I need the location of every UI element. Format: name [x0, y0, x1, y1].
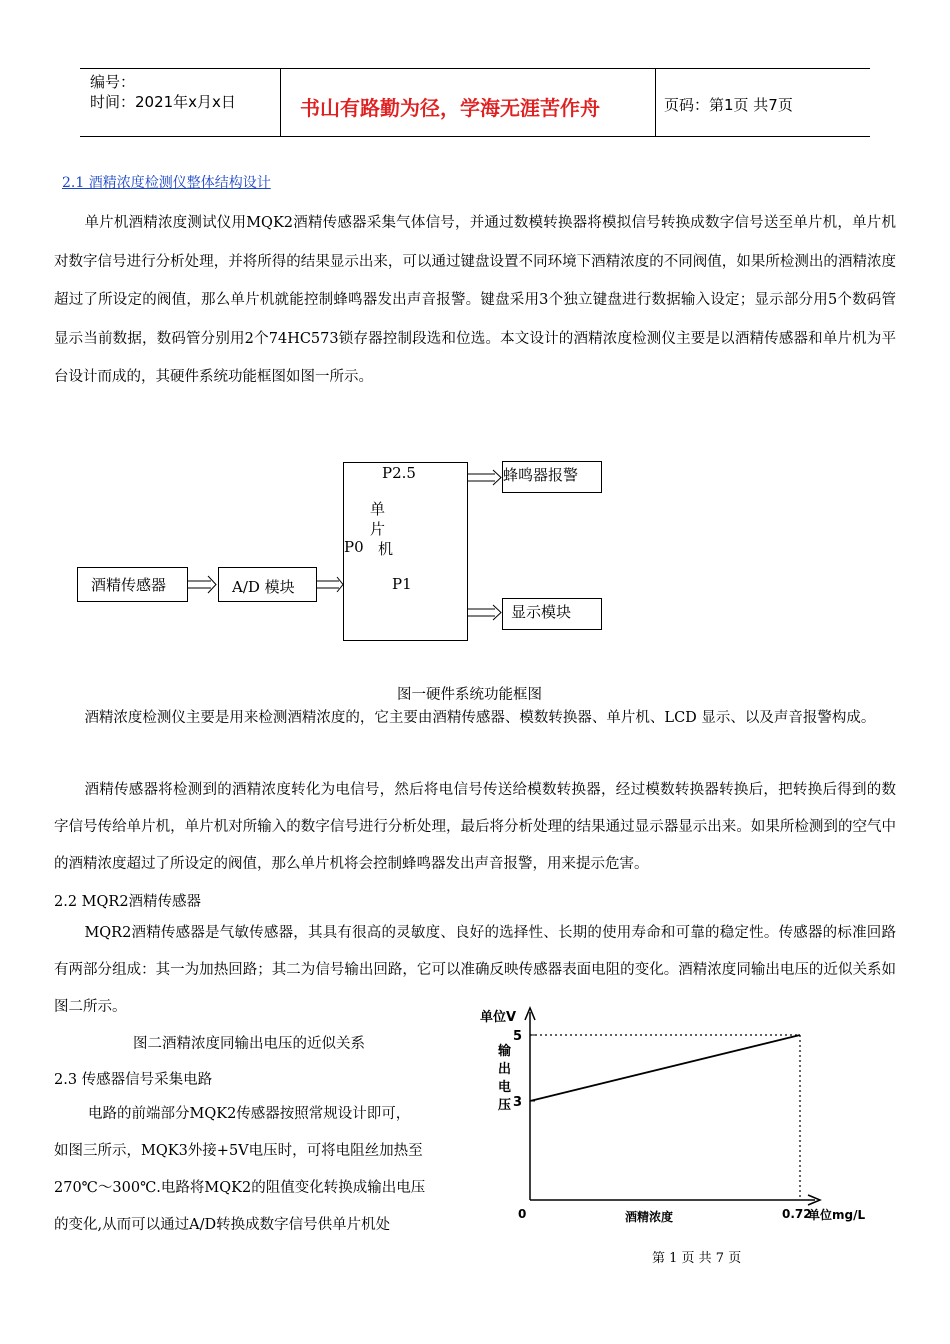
y-tick-label-1: 5	[512, 1029, 522, 1044]
section-link-2-1[interactable]: 2.1 酒精浓度检测仪整体结构设计	[62, 175, 271, 191]
chart-ylabel-char-2: 出	[498, 1062, 512, 1077]
voltage-concentration-chart	[470, 1000, 890, 1230]
page-footer: 第 1 页 共 7 页	[652, 1251, 742, 1266]
paragraph-overview: 单片机酒精浓度测试仪用MQK2酒精传感器采集气体信号，并通过数模转换器将模拟信号转换成数字信号送至单片机，单片机对数字信号进行分析处理，并将所得的结果显示出来，可以通过键盘设置不同环境下酒精浓度的不同阀值，如果所检测出的酒精浓度超过了所设定的阀值，那么单片机就能控制蜂鸣器发出声音报警。键盘采用3个独立键盘进行数据输入设定；显示部分用5个数码管显示当前数据，数码管分别用2个74HC573锁存器控制段选和位选。本文设计的酒精浓度检测仪主要是以酒精传感器和单片机为平台设计而成的，其硬件系统功能框图如图一所示。	[54, 215, 896, 386]
arrow-sensor-to-ad	[188, 576, 216, 593]
header-page: 页码：第1页 共7页	[664, 96, 793, 114]
figure2-caption: 图二酒精浓度同输出电压的近似关系	[133, 1036, 365, 1052]
header-date: 时间：2021年x月x日	[90, 93, 236, 111]
x-tick-label-0: 0	[518, 1207, 527, 1221]
x-tick-label-1: 0.72	[782, 1207, 812, 1221]
mcu-char-2: 片	[370, 520, 386, 538]
section-2-2-heading: 2.2 MQR2酒精传感器	[54, 894, 202, 910]
section-2-3-heading: 2.3 传感器信号采集电路	[54, 1072, 213, 1088]
figure1-caption: 图一硬件系统功能框图	[397, 687, 542, 703]
chart-ylabel-char-4: 压	[498, 1098, 512, 1113]
paragraph-workflow: 酒精传感器将检测到的酒精浓度转化为电信号，然后将电信号传送给模数转换器，经过模数转换器转换后，把转换后得到的数字信号传给单片机，单片机对所输入的数字信号进行分析处理，最后将分析处理的结果通过显示器显示出来。如果所检测到的空气中的酒精浓度超过了所设定的阀值，那么单片机将会控制蜂鸣器发出声音报警，用来提示危害。	[54, 782, 896, 872]
paragraph-components: 酒精浓度检测仪主要是用来检测酒精浓度的，它主要由酒精传感器、模数转换器、单片机、LCD 显示、以及声音报警构成。	[84, 710, 876, 726]
para5-line-2: 如图三所示，MQK3外接+5V电压时，可将电阻丝加热至	[54, 1143, 423, 1159]
mcu-p1-label: P1	[392, 575, 412, 593]
chart-svg	[470, 1000, 890, 1230]
para5-line-4: 的变化,从而可以通过A/D转换成数字信号供单片机处	[54, 1217, 391, 1233]
y-tick-label-0: 3	[512, 1095, 522, 1110]
sensor-label: 酒精传感器	[91, 576, 167, 594]
chart-x-unit: 单位mg/L	[808, 1208, 866, 1222]
buzzer-label: 蜂鸣器报警	[503, 466, 579, 484]
chart-ylabel-char-1: 输	[498, 1044, 512, 1059]
header-motto: 书山有路勤为径，学海无涯苦作舟	[300, 96, 600, 120]
series-line	[530, 1035, 800, 1101]
mcu-p0-label: P0	[344, 538, 364, 556]
paragraph-sensor: MQR2酒精传感器是气敏传感器，其具有很高的灵敏度、良好的选择性、长期的使用寿命和可靠的稳定性。传感器的标准回路有两部分组成：其一为加热回路；其二为信号输出回路，它可以准确反映传感器表面电阻的变化。酒精浓度同输出电压的近似关系如图二所示。	[54, 925, 896, 1015]
arrow-mcu-to-display	[468, 605, 501, 620]
para5-line-1: 电路的前端部分MQK2传感器按照常规设计即可，	[88, 1106, 411, 1122]
display-label: 显示模块	[511, 603, 572, 621]
mcu-p25-label: P2.5	[382, 464, 416, 482]
mcu-char-1: 单	[370, 500, 386, 518]
chart-xlabel: 酒精浓度	[625, 1210, 674, 1224]
ad-label: A/D 模块	[232, 578, 295, 596]
arrow-ad-to-mcu	[317, 577, 343, 592]
header-number: 编号：	[90, 73, 136, 91]
chart-ylabel-char-3: 电	[498, 1080, 512, 1095]
chart-ylabel-top: 单位V	[480, 1010, 517, 1025]
arrow-mcu-to-buzzer	[468, 470, 501, 485]
para5-line-3: 270℃～300℃.电路将MQK2的阻值变化转换成输出电压	[54, 1180, 426, 1196]
mcu-char-3: 机	[378, 540, 394, 558]
